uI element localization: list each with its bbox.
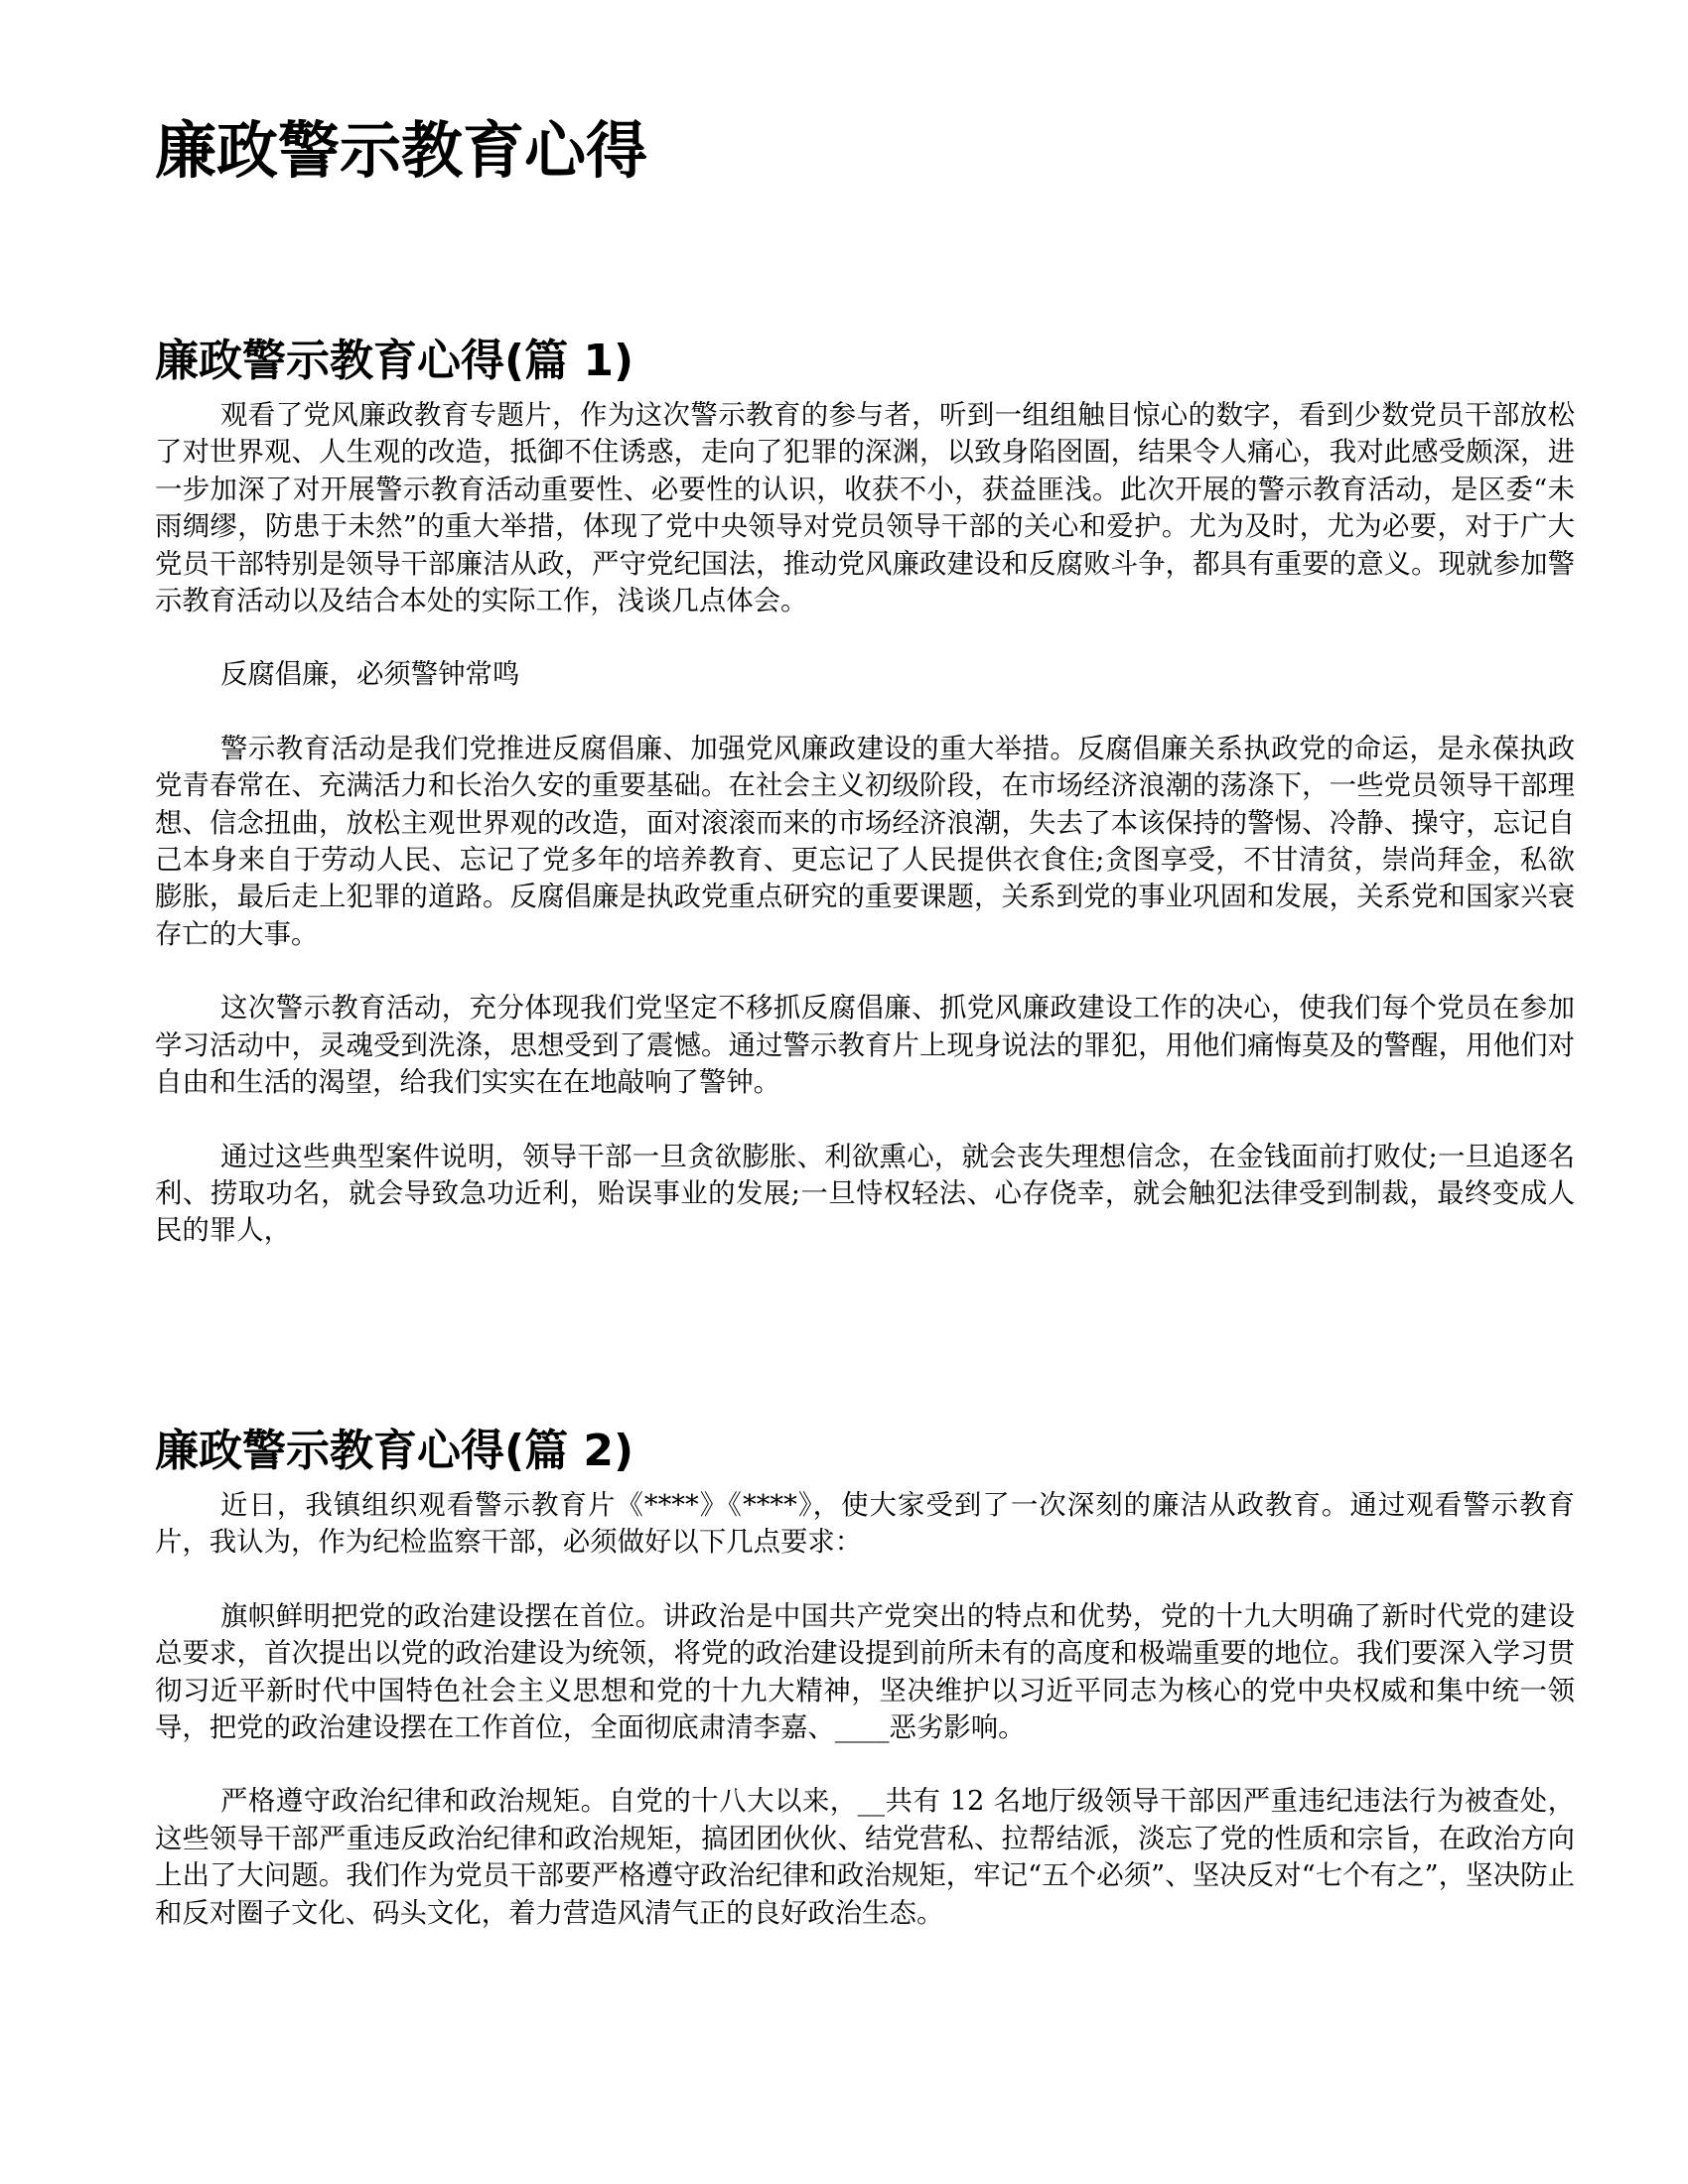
section-2 [155, 1424, 1575, 1932]
section-1 [155, 334, 1575, 1250]
paragraph: 严格遵守政治纪律和政治规矩。自党的十八大以来，__共有 12 名地厅级领导干部因严重违纪违法行为被查处，这些领导干部严重违反政治纪律和政治规矩，搞团团伙伙、结党营私、拉帮结派，淡忘了党的性质和宗旨，在政治方向上出了大问题。我们作为党员干部要严格遵守政治纪律和政治规矩，牢记“五个必须”、坚决反对“七个有之”，坚决防止和反对圈子文化、码头文化，着力营造风清气正的良好政治生态。 [155, 1786, 1575, 1929]
paragraph: 这次警示教育活动，充分体现我们党坚定不移抓反腐倡廉、抓党风廉政建设工作的决心，使我们每个党员在参加学习活动中，灵魂受到洗涤，思想受到了震憾。通过警示教育片上现身说法的罪犯，用他们痛悔莫及的警醒，用他们对自由和生活的渴望，给我们实实在在地敲响了警钟。 [155, 993, 1575, 1099]
document-title: 廉政警示教育心得 [155, 114, 648, 187]
section-heading: 廉政警示教育心得(篇 1) [155, 336, 634, 386]
paragraph: 旗帜鲜明把党的政治建设摆在首位。讲政治是中国共产党突出的特点和优势，党的十九大明确了新时代党的建设总要求，首次提出以党的政治建设为统领，将党的政治建设提到前所未有的高度和极端重要的地位。我们要深入学习贯彻习近平新时代中国特色社会主义思想和党的十九大精神，坚决维护以习近平同志为核心的党中央权威和集中统一领导，把党的政治建设摆在工作首位，全面彻底肃清李嘉、____恶劣影响。 [155, 1600, 1575, 1744]
paragraph: 反腐倡廉，必须警钟常鸣 [220, 659, 520, 691]
paragraph: 观看了党风廉政教育专题片，作为这次警示教育的参与者，听到一组组触目惊心的数字，看到少数党员干部放松了对世界观、人生观的改造，抵御不住诱惑，走向了犯罪的深渊，以致身陷囹圄，结果令人痛心，我对此感受颇深，进一步加深了对开展警示教育活动重要性、必要性的认识，收获不小，获益匪浅。此次开展的警示教育活动，是区委“未雨绸缪，防患于未然”的重大举措，体现了党中央领导对党员领导干部的关心和爱护。尤为及时，尤为必要，对于广大党员干部特别是领导干部廉洁从政，严守党纪国法，推动党风廉政建设和反腐败斗争，都具有重要的意义。现就参加警示教育活动以及结合本处的实际工作，浅谈几点体会。 [155, 400, 1575, 617]
paragraph: 警示教育活动是我们党推进反腐倡廉、加强党风廉政建设的重大举措。反腐倡廉关系执政党的命运，是永葆执政党青春常在、充满活力和长治久安的重要基础。在社会主义初级阶段，在市场经济浪潮的荡涤下，一些党员领导干部理想、信念扭曲，放松主观世界观的改造，面对滚滚而来的市场经济浪潮，失去了本该保持的警惕、冷静、操守，忘记自己本身来自于劳动人民、忘记了党多年的培养教育、更忘记了人民提供衣食住;贪图享受，不甘清贫，崇尚拜金，私欲膨胀，最后走上犯罪的道路。反腐倡廉是执政党重点研究的重要课题，关系到党的事业巩固和发展，关系党和国家兴衰存亡的大事。 [155, 733, 1575, 950]
paragraph: 近日，我镇组织观看警示教育片《****》《****》，使大家受到了一次深刻的廉洁从政教育。通过观看警示教育片，我认为，作为纪检监察干部，必须做好以下几点要求： [155, 1490, 1575, 1559]
section-heading: 廉政警示教育心得(篇 2) [155, 1426, 634, 1476]
paragraph: 通过这些典型案件说明，领导干部一旦贪欲膨胀、利欲熏心，就会丧失理想信念，在金钱面前打败仗;一旦追逐名利、捞取功名，就会导致急功近利，贻误事业的发展;一旦恃权轻法、心存侥幸，就会触犯法律受到制裁，最终变成人民的罪人， [155, 1141, 1575, 1247]
